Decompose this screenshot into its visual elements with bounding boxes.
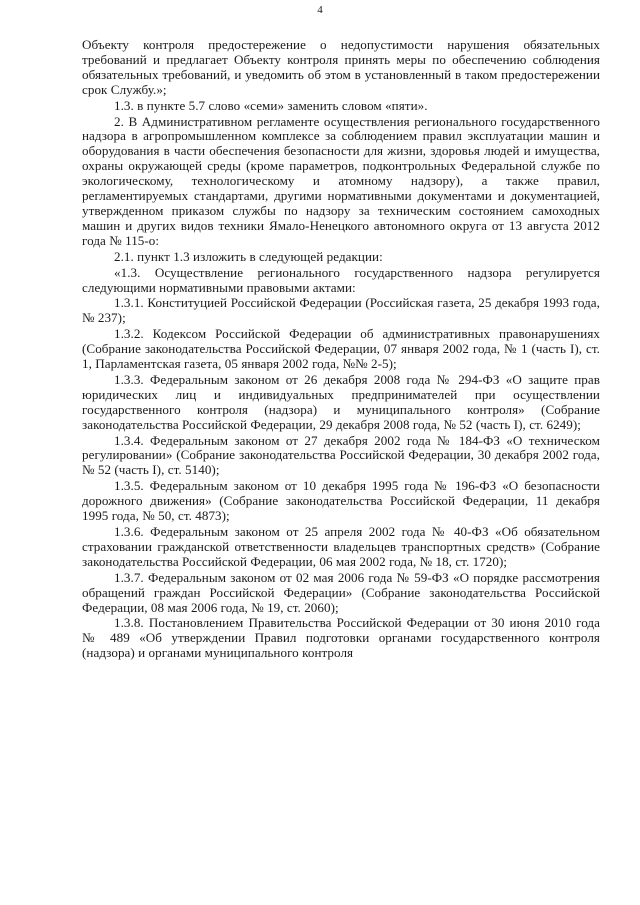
page-number: 4 (317, 4, 323, 16)
paragraph-warning-continuation: Объекту контроля предостережение о недопустимости нарушения обязательных требований и предлагает Объекту контроля принять меры по обеспечению соблюдения обязательных требований, и уведомить об этом в установленный в таком предостережении срок Службу.»; (82, 37, 600, 97)
paragraph-1-3-1: 1.3.1. Конституцией Российской Федерации (Российская газета, 25 декабря 1993 года, № 237); (82, 295, 600, 326)
paragraph-1-3-2: 1.3.2. Кодексом Российской Федерации об административных правонарушениях (Собрание законодательства Российской Федерации, 07 января 2002 года, № 1 (часть I), ст. 1, Парламентская газета, 05 января 2002 года, №№ 2-5); (82, 326, 600, 372)
paragraph-item-2-1: 2.1. пункт 1.3 изложить в следующей редакции: (114, 248, 383, 264)
paragraph-1-3-5: 1.3.5. Федеральным законом от 10 декабря 1995 года № 196-ФЗ «О безопасности дорожного движения» (Собрание законодательства Российской Федерации, 11 декабря 1995 года, № 50, ст. 4873); (82, 478, 600, 524)
paragraph-1-3-6: 1.3.6. Федеральным законом от 25 апреля 2002 года № 40-ФЗ «Об обязательном страховании гражданской ответственности владельцев транспортных средств» (Собрание законодательства Российской Федерации, 06 мая 2002 года, № 18, ст. 1720); (82, 524, 600, 569)
paragraph-item-1-3: 1.3. в пункте 5.7 слово «семи» заменить словом «пяти». (114, 97, 428, 113)
paragraph-1-3-4: 1.3.4. Федеральным законом от 27 декабря 2002 года № 184-ФЗ «О техническом регулировании» (Собрание законодательства Российской Федерации, 30 декабря 2002 года, № 52 (часть I), ст. 5140); (82, 432, 600, 478)
document-body (82, 38, 600, 662)
paragraph-1-3-3: 1.3.3. Федеральным законом от 26 декабря 2008 года № 294-ФЗ «О защите прав юридических лиц и индивидуальных предпринимателей при осуществлении государственного контроля (надзора) и муниципального контроля» (Собрание законодательства Российской Федерации, 29 декабря 2008 года, № 52 (часть I), ст. 6249); (82, 371, 600, 432)
paragraph-item-2: 2. В Административном регламенте осуществления регионального государственного надзора в агропромышленном комплексе за соблюдением правил эксплуатации машин и оборудования в части обеспечения безопасности для жизни, здоровья людей и имущества, охраны окружающей среды (кроме параметров, подконтрольных Федеральной службе по экологическому, технологическому и атомному надзору), а также правил, регламентируемых стандартами, другими нормативными документами и документацией, утвержденном приказом службы по надзору за техническим состоянием самоходных машин и других видов техники Ямало-Ненецкого автономного округа от 13 августа 2012 года № 115-о: (82, 113, 600, 248)
paragraph-1-3-8: 1.3.8. Постановлением Правительства Российской Федерации от 30 июня 2010 года № 489 «Об утверждении Правил подготовки органами государственного контроля (надзора) и органами муниципального контроля (82, 615, 600, 661)
paragraph-new-1-3: «1.3. Осуществление регионального государственного надзора регулируется следующими нормативными правовыми актами: (82, 264, 600, 295)
paragraph-1-3-7: 1.3.7. Федеральным законом от 02 мая 2006 года № 59-ФЗ «О порядке рассмотрения обращений граждан Российской Федерации» (Собрание законодательства Российской Федерации, 08 мая 2006 года, № 19, ст. 2060); (82, 569, 600, 615)
